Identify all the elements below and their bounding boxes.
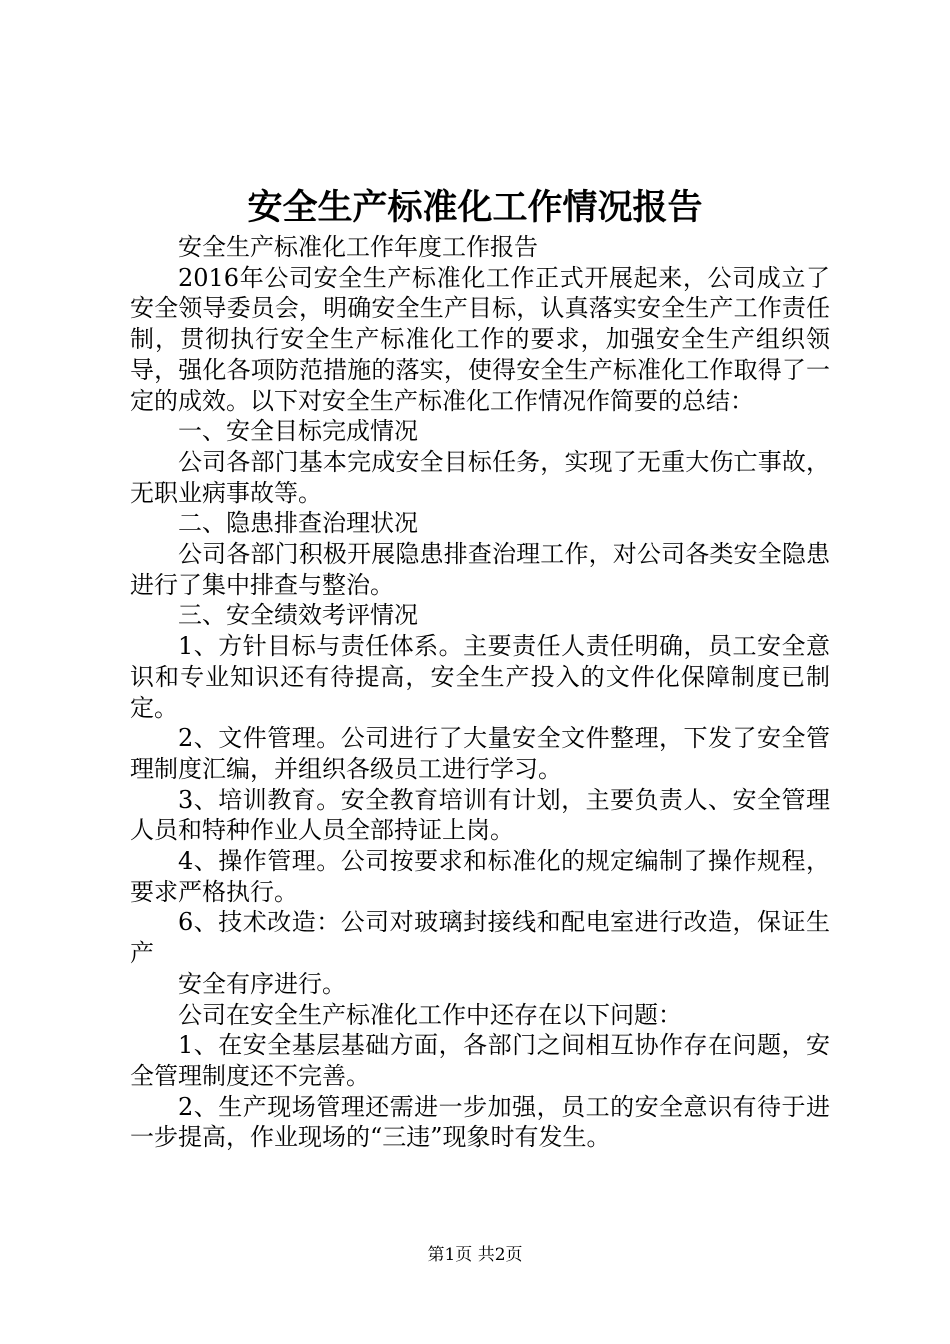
paragraph-intro: 2016年公司安全生产标准化工作正式开展起来，公司成立了安全领导委员会，明确安全生产目标，认真落实安全生产工作责任制，贯彻执行安全生产标准化工作的要求，加强安全生产组织领导，强化各项防范措施的落实，使得安全生产标准化工作取得了一定的成效。以下对安全生产标准化工作情况作简要的总结： (130, 263, 830, 415)
page-footer: 第1页 共2页 (427, 1245, 523, 1265)
paragraph-item-2: 2、文件管理。公司进行了大量安全文件整理，下发了安全管理制度汇编，并组织各级员工进行学习。 (130, 724, 830, 783)
paragraph-problem-2: 2、生产现场管理还需进一步加强，员工的安全意识有待于进一步提高，作业现场的“三违”现象时有发生。 (130, 1092, 830, 1152)
paragraph-item-6: 6、技术改造：公司对玻璃封接线和配电室进行改造，保证生产 (130, 908, 830, 968)
paragraph-item-1: 1、方针目标与责任体系。主要责任人责任明确，员工安全意识和专业知识还有待提高，安全生产投入的文件化保障制度已制定。 (130, 632, 830, 722)
heading-section-2: 二、隐患排查治理状况 (178, 509, 418, 538)
document-title: 安全生产标准化工作情况报告 (247, 187, 703, 228)
paragraph-item-4: 4、操作管理。公司按要求和标准化的规定编制了操作规程，要求严格执行。 (130, 847, 830, 906)
heading-section-1: 一、安全目标完成情况 (178, 417, 418, 446)
paragraph-problems-intro: 公司在安全生产标准化工作中还存在以下问题： (178, 1000, 682, 1029)
paragraph-item-3: 3、培训教育。安全教育培训有计划，主要负责人、安全管理人员和特种作业人员全部持证上岗。 (130, 785, 830, 845)
paragraph-section-1: 公司各部门基本完成安全目标任务，实现了无重大伤亡事故，无职业病事故等。 (130, 447, 830, 507)
paragraph-section-2: 公司各部门积极开展隐患排查治理工作，对公司各类安全隐患进行了集中排查与整治。 (130, 540, 830, 599)
heading-section-3: 三、安全绩效考评情况 (178, 601, 418, 630)
paragraph-report-subtitle: 安全生产标准化工作年度工作报告 (178, 233, 538, 261)
paragraph-item-6-continued: 安全有序进行。 (178, 969, 346, 998)
paragraph-problem-1: 1、在安全基层基础方面，各部门之间相互协作存在问题，安全管理制度还不完善。 (130, 1031, 830, 1090)
document-body (130, 232, 830, 1153)
